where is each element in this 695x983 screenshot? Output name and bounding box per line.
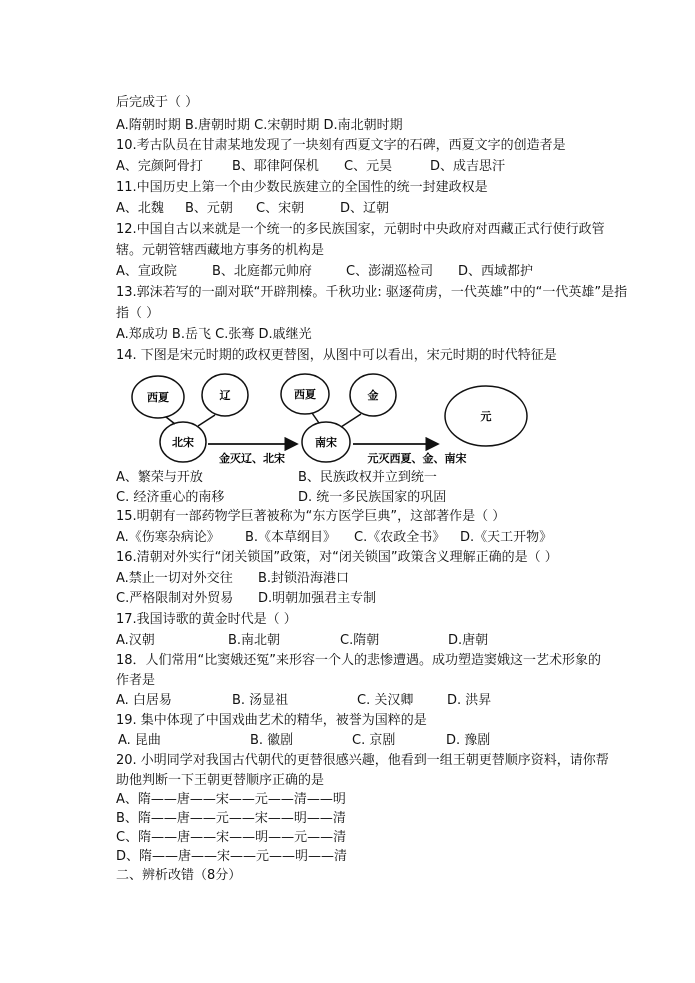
q20-option-a: A、隋——唐——宋——元——清——明 — [116, 792, 346, 807]
q13-stem-cont: 指（ ） — [116, 306, 160, 321]
q15-option-c: C.《农政全书》 — [354, 530, 446, 545]
q17-stem: 17.我国诗歌的黄金时代是（ ） — [116, 612, 297, 627]
q12-stem: 12.中国自古以来就是一个统一的多民族国家，元朝时中央政府对西藏正式行使行政管 — [116, 222, 605, 237]
q19-option-b: B. 徽剧 — [250, 733, 294, 748]
q10-option-b: B、耶律阿保机 — [232, 159, 319, 174]
q11-stem: 11.中国历史上第一个由少数民族建立的全国性的统一封建政权是 — [116, 180, 488, 195]
label-arrow-1: 金灭辽、北宋 — [219, 452, 285, 465]
label-beisong: 北宋 — [172, 436, 194, 449]
q12-option-a: A、宣政院 — [116, 264, 177, 279]
q9-stem-tail: 后完成于（ ） — [116, 95, 199, 110]
q18-option-d: D. 洪昇 — [447, 693, 492, 708]
section-two-heading: 二、辨析改错（8分） — [116, 868, 242, 883]
q11-option-c: C、宋朝 — [256, 201, 305, 216]
q16-option-d: D.明朝加强君主专制 — [258, 591, 377, 606]
q10-option-d: D、成吉思汗 — [430, 159, 506, 174]
q18-stem: 18．人们常用“比窦娥还冤”来形容一个人的悲惨遭遇。成功塑造窦娥这一艺术形象的 — [116, 653, 602, 668]
q15-option-b: B.《本草纲目》 — [245, 530, 337, 545]
q12-option-b: B、北庭都元帅府 — [212, 264, 312, 279]
q18-option-a: A. 白居易 — [116, 693, 172, 708]
label-xixia-1: 西夏 — [147, 391, 169, 404]
q9-options: A.隋朝时期 B.唐朝时期 C.宋朝时期 D.南北朝时期 — [116, 118, 403, 133]
q11-option-b: B、元朝 — [185, 201, 233, 216]
q20-stem: 20. 小明同学对我国古代朝代的更替很感兴趣，他看到一组王朝更替顺序资料，请你帮 — [116, 753, 609, 768]
q17-option-a: A.汉朝 — [116, 633, 155, 648]
q16-option-b: B.封锁沿海港口 — [258, 571, 350, 586]
q14-option-a: A、繁荣与开放 — [116, 470, 203, 485]
q15-option-d: D.《天工开物》 — [460, 530, 553, 545]
q19-option-c: C. 京剧 — [352, 733, 396, 748]
q11-option-a: A、北魏 — [116, 201, 164, 216]
q12-option-c: C、澎湖巡检司 — [346, 264, 434, 279]
q15-stem: 15.明朝有一部药物学巨著被称为“东方医学巨典”，这部著作是（ ） — [116, 509, 506, 524]
label-jin: 金 — [367, 389, 379, 402]
song-yuan-regime-diagram — [112, 370, 612, 470]
label-liao: 辽 — [219, 389, 231, 402]
label-nansong: 南宋 — [315, 436, 337, 449]
q15-option-a: A.《伤寒杂病论》 — [116, 530, 220, 545]
q20-stem-cont: 助他判断一下王朝更替顺序正确的是 — [116, 773, 325, 788]
label-yuan: 元 — [480, 410, 492, 423]
q18-option-c: C. 关汉卿 — [357, 693, 414, 708]
q12-option-d: D、西域都护 — [458, 264, 534, 279]
q19-option-d: D. 豫剧 — [446, 733, 491, 748]
label-xixia-2: 西夏 — [294, 388, 316, 401]
q14-option-c: C. 经济重心的南移 — [116, 490, 225, 505]
q19-option-a: A. 昆曲 — [118, 733, 161, 748]
q20-option-c: C、隋——唐——宋——明——元——清 — [116, 830, 347, 845]
q13-stem: 13.郭沫若写的一副对联“开辟荆榛。千秋功业: 驱逐荷虏，一代英雄”中的“一代英雄”是指 — [116, 285, 628, 300]
label-arrow-2: 元灭西夏、金、南宋 — [367, 452, 467, 465]
q20-option-d: D、隋——唐——宋——元——明——清 — [116, 849, 348, 864]
q10-stem: 10.考古队员在甘肃某地发现了一块刻有西夏文字的石碑，西夏文字的创造者是 — [116, 138, 566, 153]
q19-stem: 19. 集中体现了中国戏曲艺术的精华，被誉为国粹的是 — [116, 713, 427, 728]
q10-option-a: A、完颜阿骨打 — [116, 159, 203, 174]
q20-option-b: B、隋——唐——元——宋——明——清 — [116, 811, 346, 826]
q11-option-d: D、辽朝 — [340, 201, 390, 216]
q13-options: A.郑成功 B.岳飞 C.张骞 D.戚继光 — [116, 327, 312, 342]
q16-stem: 16.清朝对外实行“闭关锁国”政策，对“闭关锁国”政策含义理解正确的是（ ） — [116, 550, 558, 565]
q16-option-c: C.严格限制对外贸易 — [116, 591, 234, 606]
q17-option-c: C.隋朝 — [340, 633, 380, 648]
q10-option-c: C、元昊 — [344, 159, 393, 174]
q14-option-b: B、民族政权并立到统一 — [298, 470, 437, 485]
q16-option-a: A.禁止一切对外交往 — [116, 571, 233, 586]
q14-stem: 14. 下图是宋元时期的政权更替图，从图中可以看出，宋元时期的时代特征是 — [116, 348, 557, 363]
q14-option-d: D. 统一多民族国家的巩固 — [298, 490, 447, 505]
q17-option-b: B.南北朝 — [228, 633, 281, 648]
q18-option-b: B. 汤显祖 — [232, 693, 289, 708]
q17-option-d: D.唐朝 — [448, 633, 489, 648]
q12-stem-cont: 辖。元朝管辖西藏地方事务的机构是 — [116, 243, 325, 258]
q18-stem-cont: 作者是 — [116, 673, 156, 688]
